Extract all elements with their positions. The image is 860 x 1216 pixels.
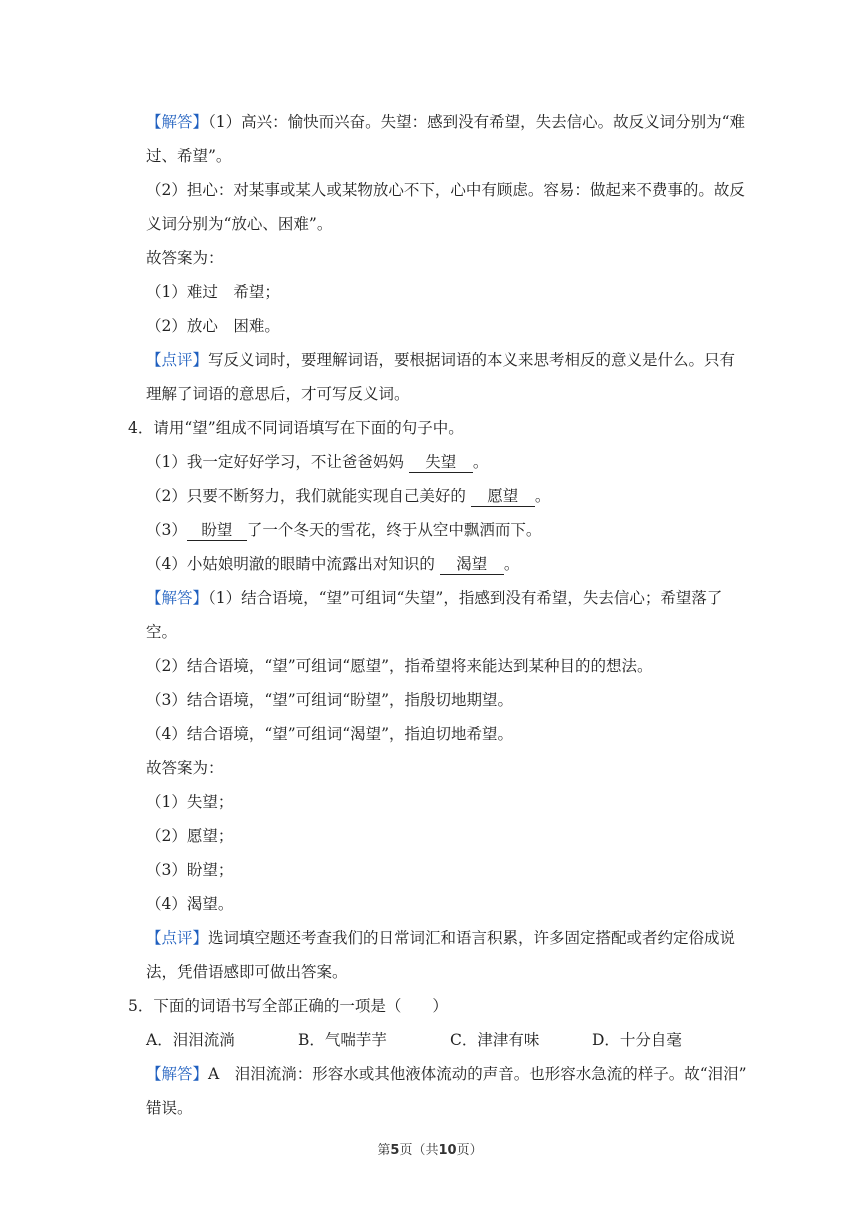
answer-line: 过、希望”。 — [146, 147, 232, 165]
option-b: B．气喘芋芋 — [298, 1031, 387, 1049]
answer-item: （3）盼望； — [146, 861, 234, 879]
answer-line: 空。 — [146, 623, 178, 641]
fill-blank: 盼望 — [187, 520, 247, 541]
sentence-text: （4）小姑娘明澈的眼睛中流露出对知识的 — [146, 555, 435, 573]
sentence-text: 了一个冬天的雪花，终于从空中飘洒而下。 — [246, 521, 542, 539]
comment-line — [146, 928, 735, 948]
comment-tag: 【点评】 — [146, 351, 209, 369]
footer-text: 第 — [377, 1143, 391, 1158]
answer-line: （3）结合语境，“望”可组词“盼望”，指殷切地期望。 — [146, 691, 514, 709]
fill-blank: 失望 — [409, 452, 473, 473]
answer-tag: 【解答】 — [146, 113, 209, 131]
comment-line — [146, 350, 735, 370]
sentence — [146, 554, 519, 575]
answer-line: 义词分别为“放心、困难”。 — [146, 215, 333, 233]
sentence-text: （3） — [146, 521, 187, 539]
sentence-text: 。 — [503, 555, 520, 573]
answer-item: （1）难过 希望； — [146, 283, 280, 301]
footer-text: 页（共 — [399, 1143, 439, 1158]
answer-tag: 【解答】 — [146, 589, 209, 607]
sentence-text: 。 — [534, 487, 551, 505]
answer-text: （1）结合语境，“望”可组词“失望”，指感到没有希望，失去信心；希望落了 — [208, 589, 723, 607]
page-number: 5 — [390, 1143, 400, 1158]
comment-text: 写反义词时，要理解词语，要根据词语的本义来思考相反的意义是什么。只有 — [208, 351, 736, 369]
fill-blank: 愿望 — [471, 486, 535, 507]
answer-line: 错误。 — [146, 1099, 193, 1117]
answer-item: （1）失望； — [146, 793, 234, 811]
answer-line: （2）结合语境，“望”可组词“愿望”，指希望将来能达到某种目的的想法。 — [146, 657, 653, 675]
answer-tag: 【解答】 — [146, 1065, 209, 1083]
sentence — [146, 520, 541, 541]
conclusion-text: 故答案为： — [146, 249, 224, 267]
answer-line — [146, 112, 745, 132]
footer-text: 页） — [456, 1143, 483, 1158]
option-a: A．泪泪流淌 — [146, 1031, 235, 1049]
answer-line — [146, 588, 722, 608]
comment-line: 理解了词语的意思后，才可写反义词。 — [146, 385, 410, 403]
answer-line: （4）结合语境，“望”可组词“渴望”，指迫切地希望。 — [146, 725, 514, 743]
option-c: C．津津有味 — [450, 1031, 540, 1049]
comment-line: 法，凭借语感即可做出答案。 — [146, 963, 348, 981]
question-title: 4．请用“望”组成不同词语填写在下面的句子中。 — [128, 419, 464, 437]
answer-line — [146, 1064, 747, 1084]
page-total: 10 — [438, 1143, 457, 1158]
comment-tag: 【点评】 — [146, 929, 209, 947]
comment-text: 选词填空题还考查我们的日常词汇和语言积累，许多固定搭配或者约定俗成说 — [208, 929, 736, 947]
answer-text: （1）高兴：愉快而兴奋。失望：感到没有希望，失去信心。故反义词分别为“难 — [208, 113, 746, 131]
fill-blank: 渴望 — [440, 554, 504, 575]
sentence — [146, 452, 488, 473]
sentence — [146, 486, 550, 507]
sentence-text: 。 — [472, 453, 489, 471]
answer-item: （2）放心 困难。 — [146, 317, 280, 335]
answer-item: （4）渴望。 — [146, 895, 234, 913]
answer-text: A 泪泪流淌：形容水或其他液体流动的声音。也形容水急流的样子。故“泪泪” — [208, 1065, 747, 1083]
conclusion-text: 故答案为： — [146, 759, 224, 777]
answer-line: （2）担心：对某事或某人或某物放心不下，心中有顾虑。容易：做起来不费事的。故反 — [146, 181, 745, 199]
option-d: D．十分自毫 — [592, 1031, 682, 1049]
sentence-text: （2）只要不断努力，我们就能实现自己美好的 — [146, 487, 466, 505]
question-title: 5．下面的词语书写全部正确的一项是（ ） — [128, 997, 448, 1015]
page-footer — [0, 1139, 860, 1158]
sentence-text: （1）我一定好好学习，不让爸爸妈妈 — [146, 453, 404, 471]
answer-item: （2）愿望； — [146, 827, 234, 845]
